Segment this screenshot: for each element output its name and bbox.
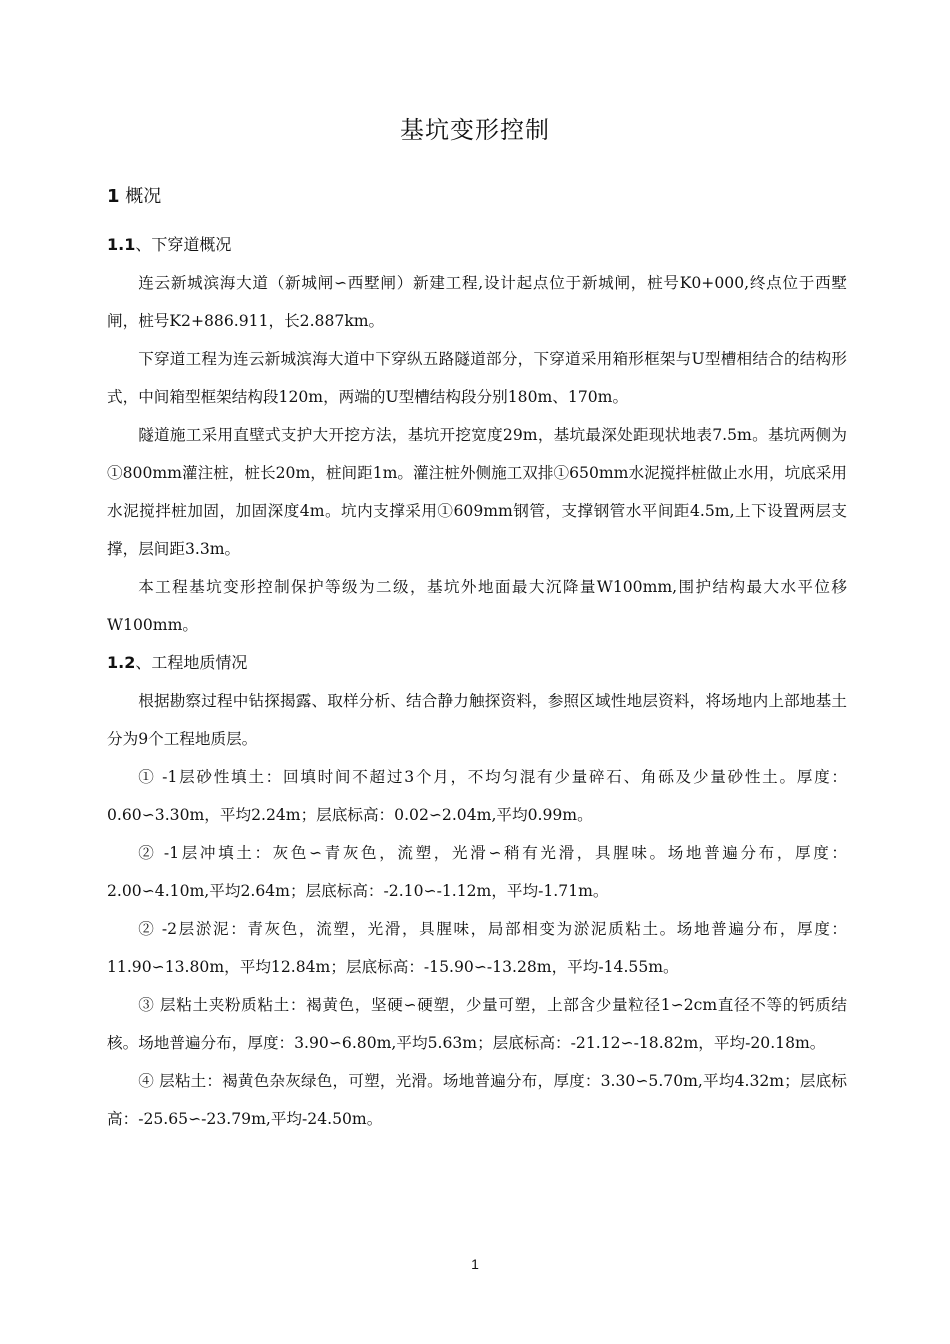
paragraph: 下穿道工程为连云新城滨海大道中下穿纵五路隧道部分，下穿道采用箱形框架与U型槽相结合的结构形式，中间箱型框架结构段120m，两端的U型槽结构段分别180m、170m。 <box>107 350 847 406</box>
document-title: 基坑变形控制 <box>400 116 550 144</box>
subsection-title: 、工程地质情况 <box>135 653 248 672</box>
section-number: 1 <box>107 186 120 207</box>
paragraph: ③ 层粘土夹粉质粘土：褐黄色，坚硬∽硬塑，少量可塑，上部含少量粒径1∽2cm直径不等的钙质结核。场地普遍分布，厚度：3.90∽6.80m,平均5.63m；层底标高：-21.12∽-18.82m，平均-20.18m。 <box>107 996 847 1052</box>
paragraph: ④ 层粘土：褐黄色杂灰绿色，可塑，光滑。场地普遍分布，厚度：3.30∽5.70m,平均4.32m；层底标高：-25.65∽-23.79m,平均-24.50m。 <box>107 1072 847 1128</box>
subsection-number: 1.2 <box>107 653 136 672</box>
page-number: 1 <box>471 1256 479 1272</box>
subsection-heading-1-1 <box>107 226 847 264</box>
paragraph: 隧道施工采用直壁式支护大开挖方法，基坑开挖宽度29m，基坑最深处距现状地表7.5m。基坑两侧为①800mm灌注桩，桩长20m，桩间距1m。灌注桩外侧施工双排①650mm水泥搅拌桩做止水用，坑底采用水泥搅拌桩加固，加固深度4m。坑内支撑采用①609mm钢管，支撑钢管水平间距4.5m,上下设置两层支撑，层间距3.3m。 <box>107 426 847 558</box>
paragraph: ① -1层砂性填土：回填时间不超过3个月，不均匀混有少量碎石、角砾及少量砂性土。厚度：0.60∽3.30m，平均2.24m；层底标高：0.02∽2.04m,平均0.99m。 <box>107 768 847 824</box>
subsection-number: 1.1 <box>107 235 136 254</box>
paragraph: ② -2层淤泥：青灰色，流塑，光滑，具腥味，局部相变为淤泥质粘土。场地普遍分布，厚度：11.90∽13.80m，平均12.84m；层底标高：-15.90∽-13.28m，平均-14.55m。 <box>107 920 847 976</box>
paragraph: ② -1层冲填土：灰色∽青灰色，流塑，光滑∽稍有光滑，具腥味。场地普遍分布，厚度：2.00∽4.10m,平均2.64m；层底标高：-2.10∽-1.12m，平均-1.71m。 <box>107 844 847 900</box>
section-heading-1 <box>107 180 847 214</box>
section-title: 概况 <box>125 186 162 207</box>
paragraph: 根据勘察过程中钻探揭露、取样分析、结合静力触探资料，参照区域性地层资料，将场地内上部地基土分为9个工程地质层。 <box>107 692 847 748</box>
paragraph: 本工程基坑变形控制保护等级为二级，基坑外地面最大沉降量W100mm,围护结构最大水平位移W100mm。 <box>107 578 847 634</box>
subsection-title: 、下穿道概况 <box>135 235 232 254</box>
subsection-heading-1-2 <box>107 644 847 682</box>
document-body <box>107 180 847 1138</box>
paragraph: 连云新城滨海大道（新城闸∽西墅闸）新建工程,设计起点位于新城闸，桩号K0+000,终点位于西墅闸，桩号K2+886.911，长2.887km。 <box>107 274 847 330</box>
